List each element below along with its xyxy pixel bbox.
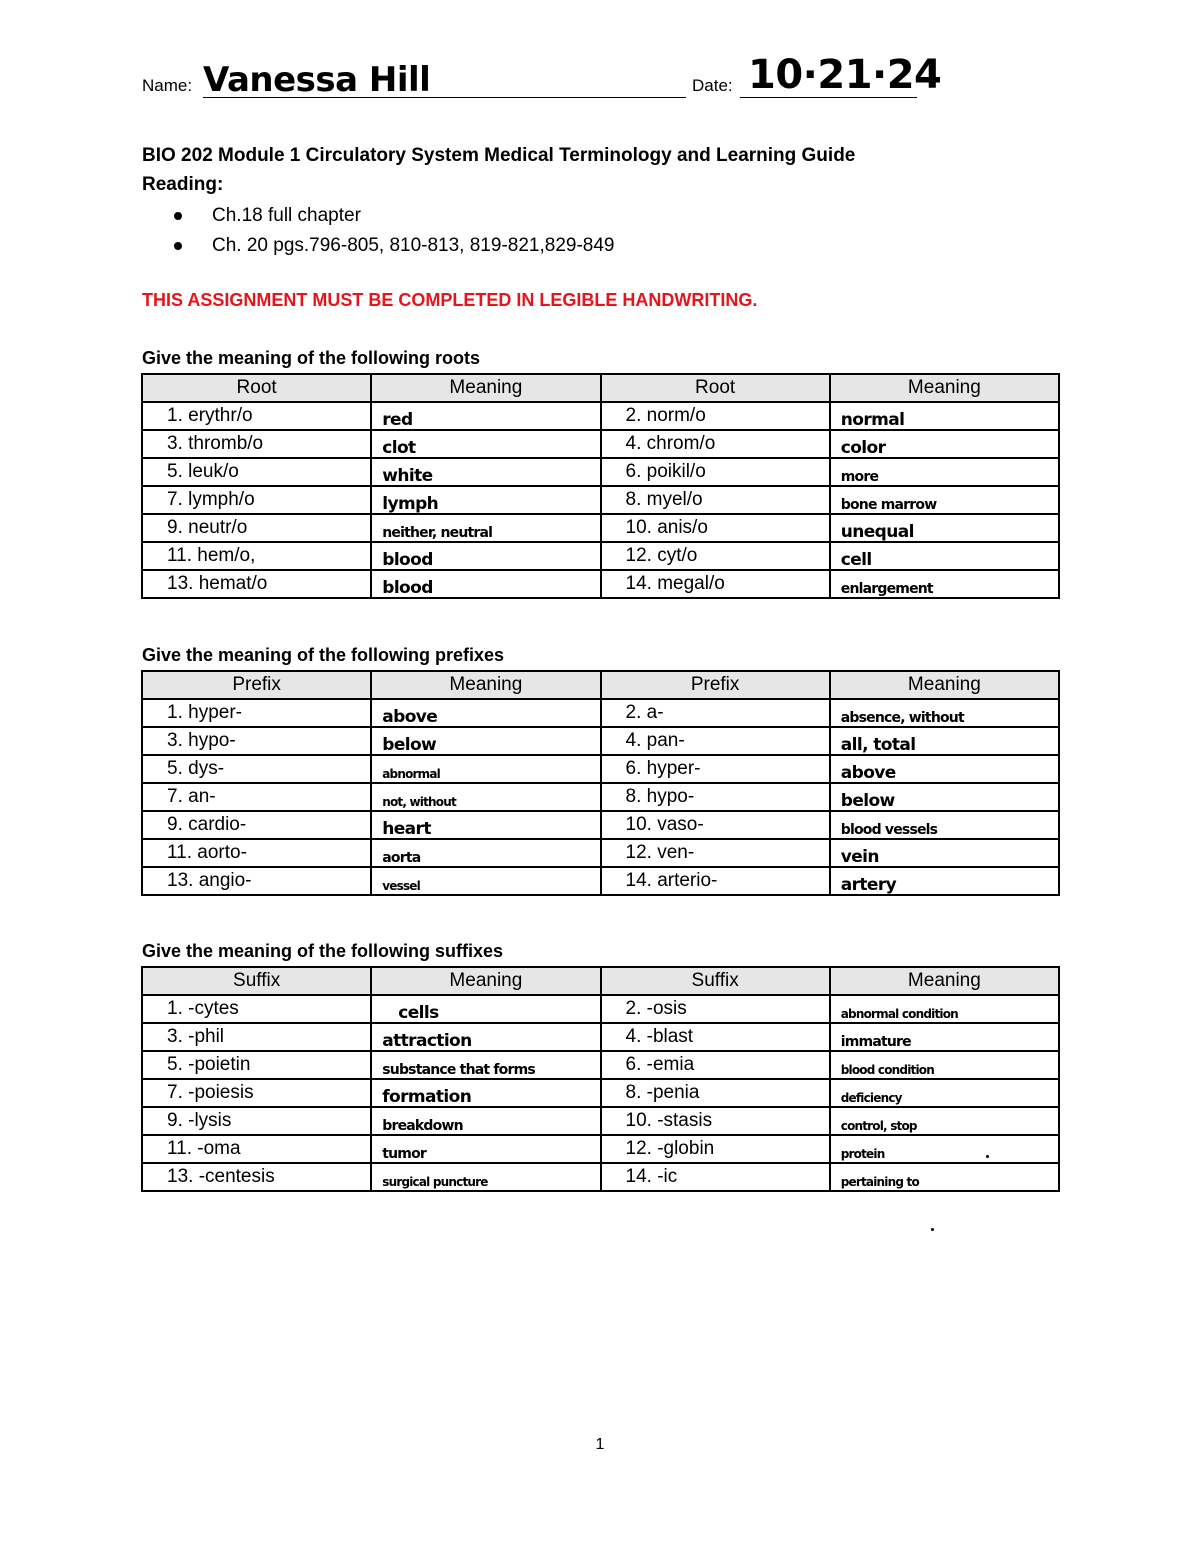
- name-underline: [203, 97, 686, 98]
- column-header: Suffix: [142, 967, 371, 995]
- table-row: [142, 1163, 1059, 1191]
- term-cell: 2. a-: [601, 699, 830, 727]
- table-row: [142, 995, 1059, 1023]
- date-value[interactable]: 10·21·24: [748, 52, 942, 98]
- page-title: BIO 202 Module 1 Circulatory System Medical Terminology and Learning Guide: [142, 145, 856, 166]
- term-cell: 14. -ic: [601, 1163, 830, 1191]
- answer-cell[interactable]: color: [830, 430, 1059, 458]
- column-header: Prefix: [142, 671, 371, 699]
- answer-cell[interactable]: above: [371, 699, 600, 727]
- table-row: [142, 811, 1059, 839]
- term-cell: 12. -globin: [601, 1135, 830, 1163]
- term-cell: 2. norm/o: [601, 402, 830, 430]
- term-cell: 4. chrom/o: [601, 430, 830, 458]
- answer-cell[interactable]: cells: [371, 995, 600, 1023]
- column-header: Meaning: [371, 671, 600, 699]
- term-cell: 5. -poietin: [142, 1051, 371, 1079]
- table-row: [142, 570, 1059, 598]
- suffixes-section-label: Give the meaning of the following suffixes: [142, 941, 504, 961]
- term-cell: 13. hemat/o: [142, 570, 371, 598]
- term-cell: 10. vaso-: [601, 811, 830, 839]
- column-header: Meaning: [371, 374, 600, 402]
- column-header: Meaning: [830, 967, 1059, 995]
- answer-cell[interactable]: white: [371, 458, 600, 486]
- answer-cell[interactable]: abnormal: [371, 755, 600, 783]
- term-cell: 7. lymph/o: [142, 486, 371, 514]
- answer-cell[interactable]: deficiency: [830, 1079, 1059, 1107]
- table-row: [142, 1051, 1059, 1079]
- table-row: [142, 1135, 1059, 1163]
- term-cell: 14. arterio-: [601, 867, 830, 895]
- term-cell: 6. poikil/o: [601, 458, 830, 486]
- answer-cell[interactable]: above: [830, 755, 1059, 783]
- answer-cell[interactable]: blood: [371, 542, 600, 570]
- column-header: Meaning: [371, 967, 600, 995]
- answer-cell[interactable]: clot: [371, 430, 600, 458]
- name-value[interactable]: Vanessa Hill: [203, 60, 431, 100]
- table-row: [142, 783, 1059, 811]
- answer-cell[interactable]: heart: [371, 811, 600, 839]
- answer-cell[interactable]: pertaining to: [830, 1163, 1059, 1191]
- answer-cell[interactable]: enlargement: [830, 570, 1059, 598]
- answer-cell[interactable]: cell: [830, 542, 1059, 570]
- answer-cell[interactable]: blood condition: [830, 1051, 1059, 1079]
- table-row: [142, 430, 1059, 458]
- term-cell: 1. erythr/o: [142, 402, 371, 430]
- table-row: [142, 1079, 1059, 1107]
- reading-item: Ch. 20 pgs.796-805, 810-813, 819-821,829-849: [170, 233, 614, 263]
- page-number: 1: [595, 1436, 605, 1453]
- handwriting-warning: THIS ASSIGNMENT MUST BE COMPLETED IN LEGIBLE HANDWRITING.: [142, 290, 758, 310]
- table-row: [142, 699, 1059, 727]
- term-cell: 9. -lysis: [142, 1107, 371, 1135]
- term-cell: 8. myel/o: [601, 486, 830, 514]
- term-cell: 3. hypo-: [142, 727, 371, 755]
- answer-cell[interactable]: blood: [371, 570, 600, 598]
- answer-cell[interactable]: below: [830, 783, 1059, 811]
- term-cell: 12. ven-: [601, 839, 830, 867]
- answer-cell[interactable]: attraction: [371, 1023, 600, 1051]
- term-cell: 3. -phil: [142, 1023, 371, 1051]
- reading-label: Reading:: [142, 174, 224, 195]
- table-row: [142, 542, 1059, 570]
- term-cell: 11. aorto-: [142, 839, 371, 867]
- term-cell: 7. an-: [142, 783, 371, 811]
- answer-cell[interactable]: formation: [371, 1079, 600, 1107]
- prefixes-section-label: Give the meaning of the following prefixes: [142, 645, 505, 665]
- table-row: [142, 1023, 1059, 1051]
- term-cell: 8. hypo-: [601, 783, 830, 811]
- answer-cell[interactable]: artery: [830, 867, 1059, 895]
- reading-item: Ch.18 full chapter: [170, 203, 614, 233]
- column-header: Meaning: [830, 374, 1059, 402]
- term-cell: 10. anis/o: [601, 514, 830, 542]
- name-label: Name:: [142, 76, 193, 95]
- answer-cell[interactable]: vein: [830, 839, 1059, 867]
- table-row: [142, 514, 1059, 542]
- term-cell: 1. -cytes: [142, 995, 371, 1023]
- table-row: [142, 1107, 1059, 1135]
- term-cell: 9. neutr/o: [142, 514, 371, 542]
- pen-mark: [986, 1155, 989, 1158]
- prefixes-table: [141, 670, 1060, 896]
- date-label: Date:: [692, 76, 733, 95]
- term-cell: 11. hem/o,: [142, 542, 371, 570]
- answer-cell[interactable]: all, total: [830, 727, 1059, 755]
- term-cell: 10. -stasis: [601, 1107, 830, 1135]
- table-row: [142, 458, 1059, 486]
- answer-cell[interactable]: substance that forms: [371, 1051, 600, 1079]
- roots-table: [141, 373, 1060, 599]
- answer-cell[interactable]: lymph: [371, 486, 600, 514]
- answer-cell[interactable]: bone marrow: [830, 486, 1059, 514]
- table-row: [142, 727, 1059, 755]
- answer-cell[interactable]: absence, without: [830, 699, 1059, 727]
- term-cell: 9. cardio-: [142, 811, 371, 839]
- answer-cell[interactable]: normal: [830, 402, 1059, 430]
- answer-cell[interactable]: unequal: [830, 514, 1059, 542]
- answer-cell[interactable]: neither, neutral: [371, 514, 600, 542]
- term-cell: 5. leuk/o: [142, 458, 371, 486]
- table-row: [142, 755, 1059, 783]
- column-header: Root: [142, 374, 371, 402]
- answer-cell[interactable]: red: [371, 402, 600, 430]
- answer-cell[interactable]: not, without: [371, 783, 600, 811]
- term-cell: 3. thromb/o: [142, 430, 371, 458]
- answer-cell[interactable]: abnormal condition: [830, 995, 1059, 1023]
- table-row: [142, 867, 1059, 895]
- column-header: Prefix: [601, 671, 830, 699]
- term-cell: 1. hyper-: [142, 699, 371, 727]
- date-underline: [740, 97, 917, 98]
- answer-cell[interactable]: protein: [830, 1135, 1059, 1163]
- answer-cell[interactable]: breakdown: [371, 1107, 600, 1135]
- answer-cell[interactable]: vessel: [371, 867, 600, 895]
- answer-cell[interactable]: blood vessels: [830, 811, 1059, 839]
- term-cell: 13. angio-: [142, 867, 371, 895]
- term-cell: 6. hyper-: [601, 755, 830, 783]
- column-header: Root: [601, 374, 830, 402]
- answer-cell[interactable]: immature: [830, 1023, 1059, 1051]
- answer-cell[interactable]: aorta: [371, 839, 600, 867]
- suffixes-table: [141, 966, 1060, 1192]
- term-cell: 4. -blast: [601, 1023, 830, 1051]
- answer-cell[interactable]: below: [371, 727, 600, 755]
- term-cell: 7. -poiesis: [142, 1079, 371, 1107]
- term-cell: 6. -emia: [601, 1051, 830, 1079]
- roots-section-label: Give the meaning of the following roots: [142, 348, 481, 368]
- term-cell: 13. -centesis: [142, 1163, 371, 1191]
- term-cell: 14. megal/o: [601, 570, 830, 598]
- answer-cell[interactable]: surgical puncture: [371, 1163, 600, 1191]
- table-row: [142, 486, 1059, 514]
- table-row: [142, 839, 1059, 867]
- column-header: Meaning: [830, 671, 1059, 699]
- term-cell: 11. -oma: [142, 1135, 371, 1163]
- term-cell: 8. -penia: [601, 1079, 830, 1107]
- term-cell: 4. pan-: [601, 727, 830, 755]
- term-cell: 5. dys-: [142, 755, 371, 783]
- term-cell: 2. -osis: [601, 995, 830, 1023]
- column-header: Suffix: [601, 967, 830, 995]
- table-row: [142, 402, 1059, 430]
- reading-list: [170, 203, 614, 263]
- term-cell: 12. cyt/o: [601, 542, 830, 570]
- pen-mark: [931, 1228, 934, 1231]
- answer-cell[interactable]: control, stop: [830, 1107, 1059, 1135]
- answer-cell[interactable]: tumor: [371, 1135, 600, 1163]
- answer-cell[interactable]: more: [830, 458, 1059, 486]
